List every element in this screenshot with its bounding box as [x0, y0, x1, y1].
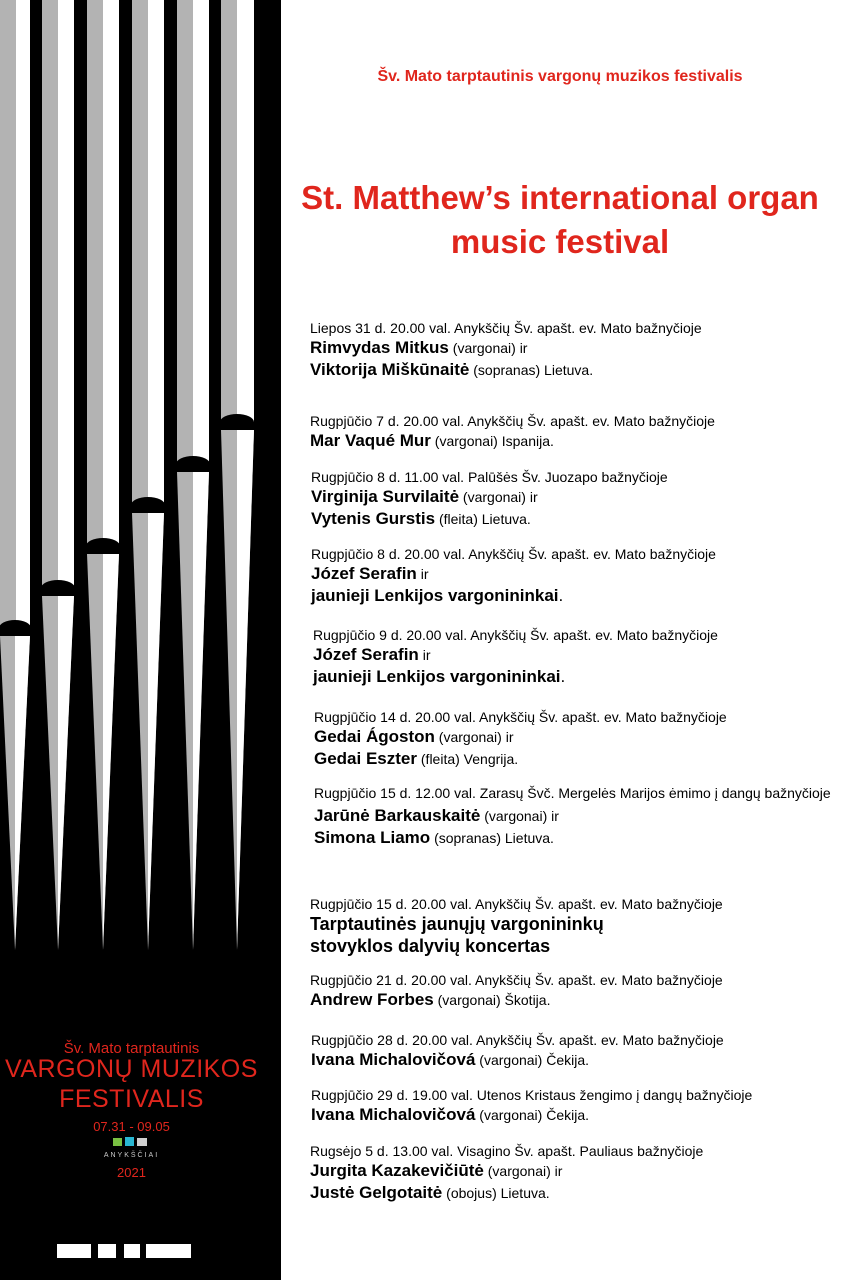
event-item [310, 320, 702, 381]
organ-pipe [41, 0, 75, 950]
promo-title-line2: FESTIVALIS [59, 1085, 204, 1113]
performer-name: Vytenis Gurstis [311, 509, 436, 528]
performer-role: (vargonai) Čekija. [475, 1107, 590, 1123]
sponsor-logo [57, 1244, 91, 1258]
event-datetime-venue: Rugsėjo 5 d. 13.00 val. Visagino Šv. apašt. Pauliaus bažnyčioje [310, 1143, 704, 1159]
event-datetime-venue: Rugpjūčio 8 d. 11.00 val. Palūšės Šv. Juozapo bažnyčioje [311, 469, 668, 485]
performer-name: jaunieji Lenkijos vargonininkai [311, 586, 559, 605]
promo-title-line1: VARGONŲ MUZIKOS [5, 1055, 258, 1083]
performer-role: (sopranas) Lietuva. [430, 830, 554, 846]
performer-name: Józef Serafin [313, 645, 419, 664]
performer-name: Simona Liamo [314, 828, 431, 847]
performer-role: ir [416, 566, 429, 582]
performer-role: (vargonai) Škotija. [433, 992, 551, 1008]
performer-role: (vargonai) ir [483, 1163, 563, 1179]
sponsor-logo [98, 1244, 116, 1258]
organ-pipe [131, 0, 165, 950]
festival-title-lt: Šv. Mato tarptautinis vargonų muzikos festivalis [377, 68, 743, 85]
performer-name: Józef Serafin [311, 564, 417, 583]
organ-pipe [176, 0, 210, 950]
event-datetime-venue: Rugpjūčio 9 d. 20.00 val. Anykščių Šv. apašt. ev. Mato bažnyčioje [313, 627, 718, 643]
performer-role: (fleita) Lietuva. [435, 511, 531, 527]
festival-title-en: St. Matthew’s international organ music festival [301, 179, 819, 260]
event-datetime-venue: Rugpjūčio 15 d. 20.00 val. Anykščių Šv. apašt. ev. Mato bažnyčioje [310, 896, 723, 912]
performer-role: (vargonai) Čekija. [475, 1052, 590, 1068]
event-item [314, 785, 834, 849]
performer-name: Gedai Eszter [314, 749, 417, 768]
performer-role: (fleita) Vengrija. [417, 751, 519, 767]
event-datetime-venue: Rugpjūčio 14 d. 20.00 val. Anykščių Šv. apašt. ev. Mato bažnyčioje [314, 709, 727, 725]
organ-pipes-illustration [0, 0, 281, 960]
concert-title-line: stovyklos dalyvių koncertas [310, 936, 551, 956]
performer-name: Mar Vaqué Mur [310, 431, 431, 450]
organ-pipe [86, 0, 120, 950]
performer-name: Virginija Survilaitė [311, 487, 460, 506]
event-item [311, 469, 668, 530]
promo-city: ANYKŠČIAI [103, 1152, 160, 1159]
performer-name: Rimvydas Mitkus [310, 338, 449, 357]
performer-role: ir [418, 647, 431, 663]
event-datetime-venue: Rugpjūčio 21 d. 20.00 val. Anykščių Šv. apašt. ev. Mato bažnyčioje [310, 972, 723, 988]
performer-role: (sopranas) Lietuva. [469, 362, 594, 378]
event-datetime-venue: Liepos 31 d. 20.00 val. Anykščių Šv. apašt. ev. Mato bažnyčioje [310, 320, 702, 336]
performer-name: Ivana Michalovičová [311, 1050, 476, 1069]
performer-name: jaunieji Lenkijos vargonininkai [313, 667, 561, 686]
performer-name: Jarūnė Barkauskaitė [314, 806, 481, 825]
performer-role: (vargonai) ir [459, 489, 538, 505]
performer-name: Viktorija Miškūnaitė [310, 360, 470, 379]
event-datetime-venue: Rugpjūčio 7 d. 20.00 val. Anykščių Šv. apašt. ev. Mato bažnyčioje [310, 413, 715, 429]
event-item [310, 972, 723, 1011]
organ-pipes-panel [0, 0, 281, 1280]
performer-role: . [558, 586, 564, 605]
event-item [310, 413, 715, 452]
performer-name: Andrew Forbes [310, 990, 434, 1009]
event-item [311, 1087, 752, 1126]
organ-pipe [220, 0, 254, 950]
festival-logo-icon [111, 1136, 151, 1148]
event-item [310, 896, 723, 957]
performer-role: . [560, 667, 566, 686]
concert-title-line: Tarptautinės jaunųjų vargonininkų [310, 914, 604, 934]
event-datetime-venue: Rugpjūčio 8 d. 20.00 val. Anykščių Šv. apašt. ev. Mato bažnyčioje [311, 546, 716, 562]
performer-role: (vargonai) ir [480, 808, 559, 824]
performer-name: Jurgita Kazakevičiūtė [310, 1161, 484, 1180]
event-datetime-venue: Rugpjūčio 28 d. 20.00 val. Anykščių Šv. apašt. ev. Mato bažnyčioje [311, 1032, 724, 1048]
performer-name: Ivana Michalovičová [311, 1105, 476, 1124]
organ-pipe [0, 0, 31, 950]
performer-name: Gedai Ágoston [314, 727, 435, 746]
event-item [314, 709, 727, 770]
event-item [311, 1032, 724, 1071]
event-datetime-venue: Rugpjūčio 29 d. 19.00 val. Utenos Kristaus žengimo į dangų bažnyčioje [311, 1087, 753, 1103]
event-item [313, 627, 718, 688]
promo-subtitle: Šv. Mato tarptautinis [63, 1040, 200, 1057]
performer-role: (vargonai) ir [448, 340, 528, 356]
event-item [310, 1143, 703, 1204]
promo-year: 2021 [117, 1165, 146, 1180]
event-item [311, 546, 716, 607]
performer-role: (obojus) Lietuva. [442, 1185, 550, 1201]
event-datetime-venue: Rugpjūčio 15 d. 12.00 val. Zarasų Švč. Mergelės Marijos ėmimo į dangų bažnyčioje [314, 785, 831, 801]
performer-name: Justė Gelgotaitė [310, 1183, 443, 1202]
promo-dates: 07.31 - 09.05 [93, 1119, 170, 1134]
sponsor-logo [146, 1244, 191, 1258]
performer-role: (vargonai) ir [434, 729, 514, 745]
sponsor-logo [124, 1244, 140, 1258]
performer-role: (vargonai) Ispanija. [430, 433, 554, 449]
